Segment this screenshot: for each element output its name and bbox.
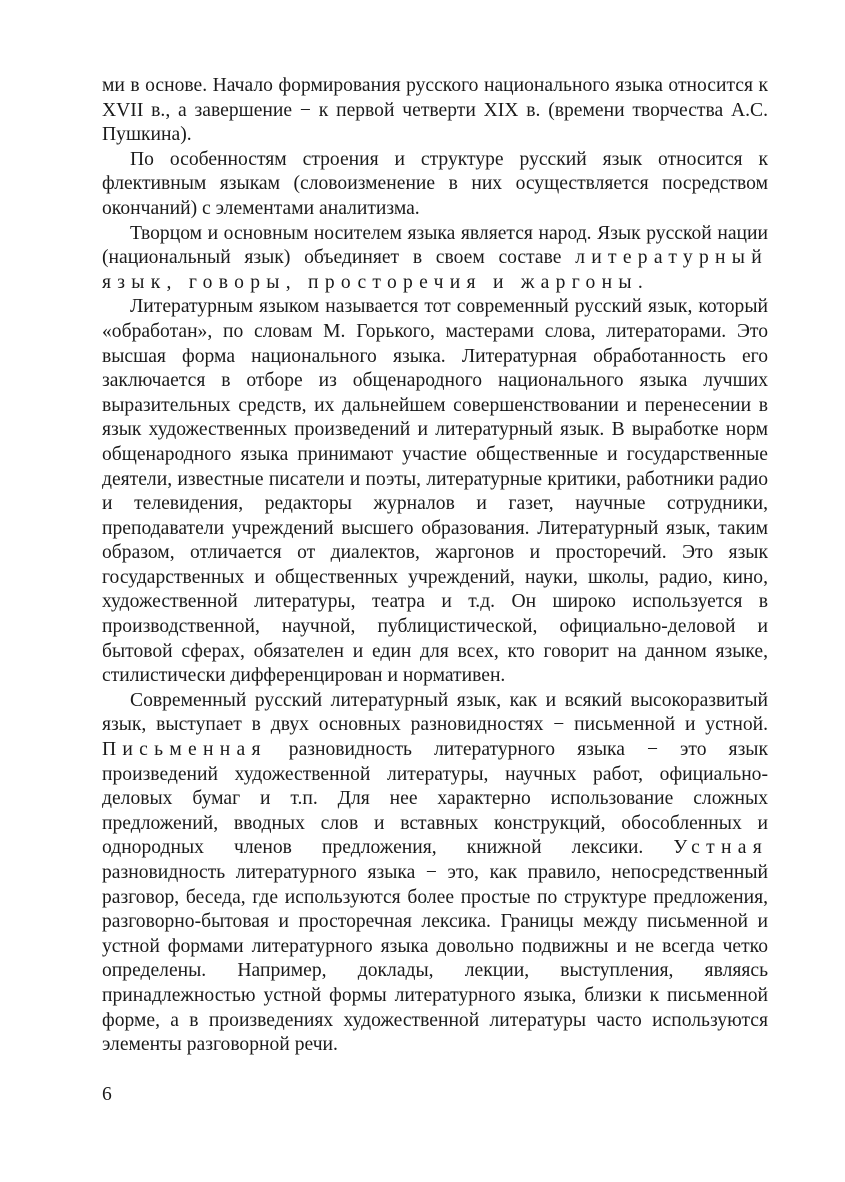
- text-run: разновидность литературного языка − это, как правило, непосредственный разговор, беседа, где используются более простые по структуре предложения, разговорно-бытовая и просторечная лексика. Границы между письменной и устной формами литературного языка довольно подвижны и не всегда четко определены. Например, доклады, лекции, выступления, являясь принадлежностью устной формы литературного языка, близки к письменной форме, а в произведениях художественной литературы часто используются элементы разговорной речи.: [102, 862, 768, 1056]
- spaced-emphasis: литературный язык, говоры, просторечия и жаргоны: [102, 247, 768, 293]
- paragraph: [102, 689, 768, 1058]
- text-run: Литературным языком называется тот современный русский язык, который «обработан», по словам М. Горького, мастерами слова, литераторами. Это высшая форма национального языка. Литературная обработанность его заключается в отборе из общенародного национального языка лучших выразительных средств, их дальнейшем совершенствовании и перенесении в язык художественных произведений и литературный язык. В выработке норм общенародного языка принимают участие общественные и государственные деятели, известные писатели и поэты, литературные критики, работники радио и телевидения, редакторы журналов и газет, научные сотрудники, преподаватели учреждений высшего образования. Литературный язык, таким образом, отличается от диалектов, жаргонов и просторечий. Это язык государственных и общественных учреждений, науки, школы, радио, кино, художественной литературы, театра и т.д. Он широко используется в производственной, научной, публицистической, официально-деловой и бытовой сферах, обязателен и един для всех, кто говорит на данном языке, стилистически дифференцирован и нормативен.: [102, 296, 768, 687]
- page-text: [102, 74, 768, 1058]
- paragraph: [102, 295, 768, 689]
- text-run: .: [637, 271, 643, 293]
- text-run: ми в основе. Начало формирования русского национального языка относится к XVII в., а завершение − к первой четверти XIX в. (времени творчества А.С. Пушкина).: [102, 75, 768, 146]
- text-run: По особенностям строения и структуре русский язык относится к флективным языкам (словоизменение в них осуществляется посредством окончаний) с элементами аналитизма.: [102, 148, 768, 219]
- text-run: Творцом и основным носителем языка является народ. Язык русской нации (национальный язык) объединяет в своем составе: [102, 222, 768, 269]
- spaced-emphasis: Устная: [673, 837, 768, 859]
- text-run: Современный русский литературный язык, как и всякий высокоразвитый язык, выступает в двух основных разновидностях − письменной и устной.: [102, 689, 768, 736]
- page-number: 6: [102, 1084, 112, 1105]
- paragraph: [102, 74, 768, 148]
- paragraph: [102, 148, 768, 222]
- text-run: разновидность литературного языка − это язык произведений художественной литературы, научных работ, официально-деловых бумаг и т.п. Для нее характерно использование сложных предложений, вводных слов и вставных конструкций, обособленных и однородных членов предложения, книжной лексики.: [102, 739, 768, 859]
- spaced-emphasis: Письменная: [102, 739, 267, 761]
- paragraph: [102, 222, 768, 296]
